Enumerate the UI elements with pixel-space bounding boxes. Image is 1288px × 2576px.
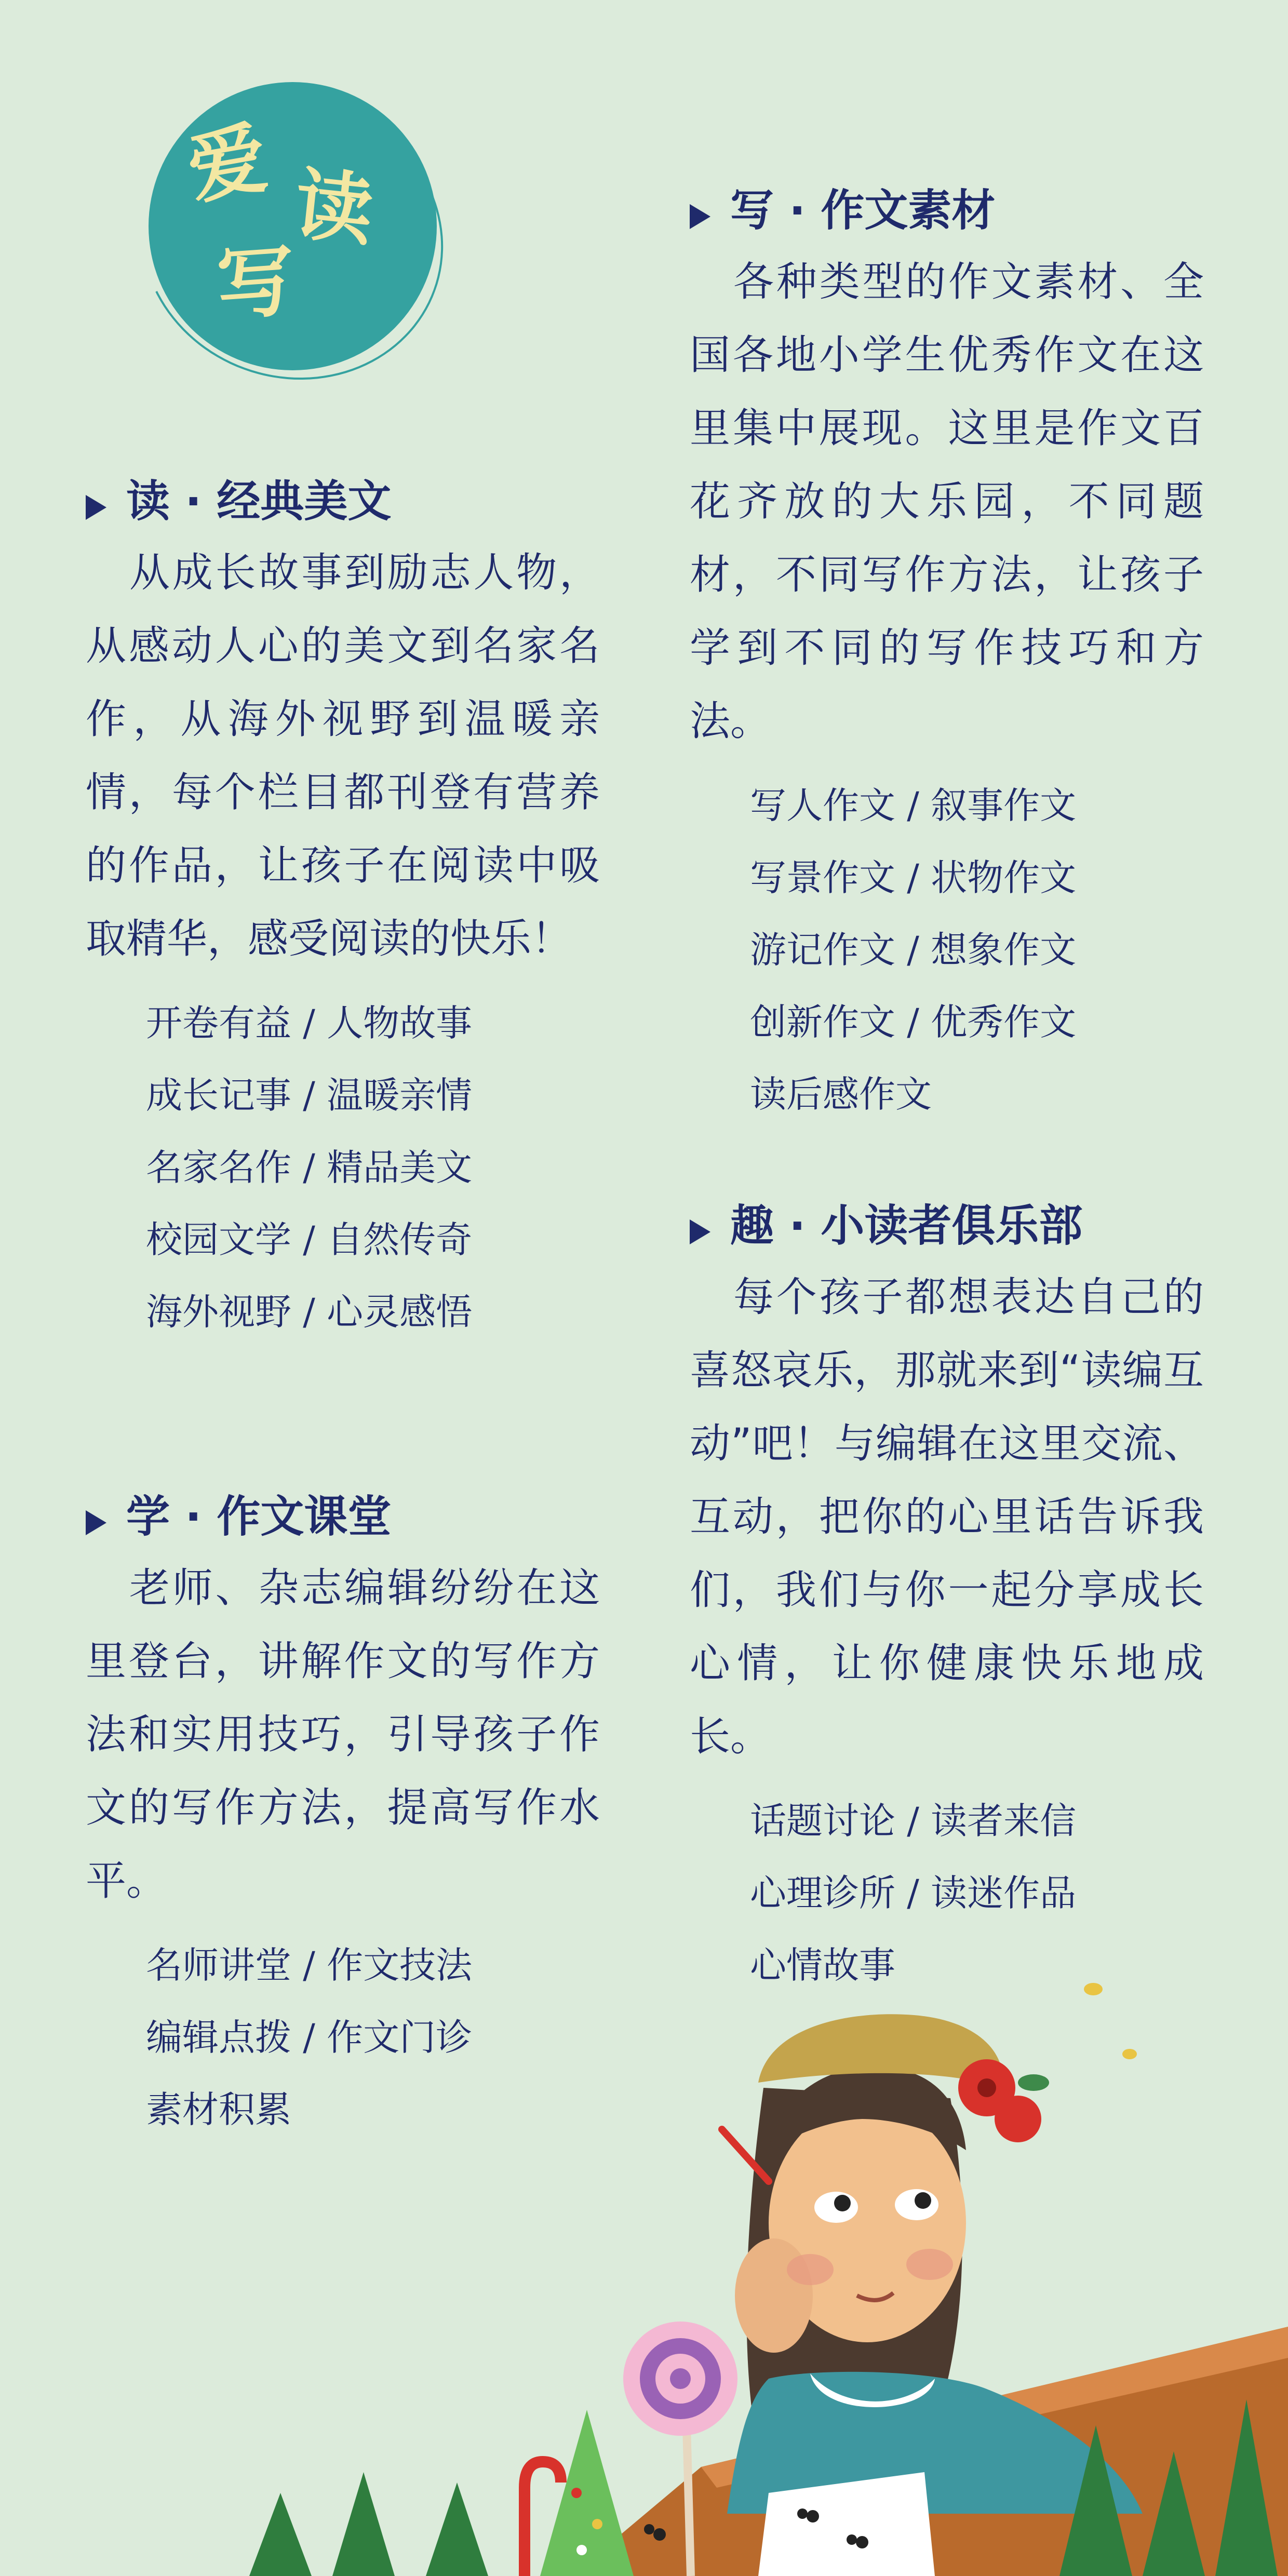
section-title xyxy=(690,184,1204,236)
section-body: 从成长故事到励志人物，从感动人心的美文到名家名作，从海外视野到温暖亲情，每个栏目都刊登有营养的作品，让孩子在阅读中吸取精华，感受阅读的快乐！ xyxy=(86,549,600,962)
section-body: 老师、杂志编辑纷纷在这里登台，讲解作文的写作方法和实用技巧，引导孩子作文的写作方法，提高写作水平。 xyxy=(86,1565,600,1904)
column-item: 读后感作文 xyxy=(750,1073,932,1116)
section-title-text: 趣 · 小读者俱乐部 xyxy=(730,1200,1083,1251)
column-item: 素材积累 xyxy=(146,2088,291,2131)
pupil xyxy=(915,2192,931,2209)
cheek xyxy=(787,2254,834,2285)
logo-badge xyxy=(139,78,446,374)
logo-char-du: 读 xyxy=(290,158,378,258)
section-title-text: 写 · 作文素材 xyxy=(730,185,996,236)
column-item: 名师讲堂 / 作文技法 xyxy=(146,1944,473,1987)
column-item: 写景作文 / 状物作文 xyxy=(750,856,1077,899)
column-list xyxy=(690,770,1204,1131)
section-title-text: 读 · 经典美文 xyxy=(126,476,392,527)
section-body: 各种类型的作文素材、全国各地小学生优秀作文在这里集中展现。这里是作文百花齐放的大乐园，不同题材，不同写作方法，让孩子学到不同的写作技巧和方法。 xyxy=(690,259,1204,745)
triangle-bullet-icon xyxy=(690,1219,710,1244)
section-title xyxy=(86,475,600,527)
section-title xyxy=(690,1200,1204,1252)
section-title-text: 学 · 作文课堂 xyxy=(126,1491,392,1542)
triangle-bullet-icon xyxy=(86,1510,106,1535)
section-fun xyxy=(690,1200,1204,2002)
column-item: 开卷有益 / 人物故事 xyxy=(146,1002,473,1044)
flower-icon xyxy=(958,2059,1049,2142)
triangle-bullet-icon xyxy=(86,495,106,520)
column-item: 校园文学 / 自然传奇 xyxy=(146,1218,473,1261)
bee-icon xyxy=(1084,1983,1137,2059)
column-list xyxy=(86,987,600,1348)
logo-char-ai: 爱 xyxy=(181,112,274,216)
column-item: 成长记事 / 温暖亲情 xyxy=(146,1074,473,1117)
section-title xyxy=(86,1491,600,1542)
cheek xyxy=(906,2249,953,2280)
column-item: 编辑点拨 / 作文门诊 xyxy=(146,2016,473,2059)
pine-tree-icon xyxy=(540,2410,634,2576)
logo-char-xie: 写 xyxy=(214,234,298,332)
pupil xyxy=(834,2195,851,2211)
column-item: 海外视野 / 心灵感悟 xyxy=(146,1291,473,1333)
column-item: 名家名作 / 精品美文 xyxy=(146,1146,473,1189)
column-item: 游记作文 / 想象作文 xyxy=(750,929,1077,971)
girl-reading-illustration xyxy=(0,1932,1288,2576)
column-item: 心情故事 xyxy=(750,1944,895,1987)
triangle-bullet-icon xyxy=(690,204,710,229)
column-item: 话题讨论 / 读者来信 xyxy=(750,1800,1077,1842)
column-item: 创新作文 / 优秀作文 xyxy=(750,1001,1077,1043)
section-read xyxy=(86,475,600,1348)
section-body: 每个孩子都想表达自己的喜怒哀乐，那就来到“读编互动”吧！与编辑在这里交流、互动，把你的心里话告诉我们，我们与你一起分享成长心情，让你健康快乐地成长。 xyxy=(690,1274,1204,1760)
column-item: 心理诊所 / 读迷作品 xyxy=(750,1872,1077,1914)
column-item: 写人作文 / 叙事作文 xyxy=(750,784,1077,827)
section-write xyxy=(690,184,1204,1131)
